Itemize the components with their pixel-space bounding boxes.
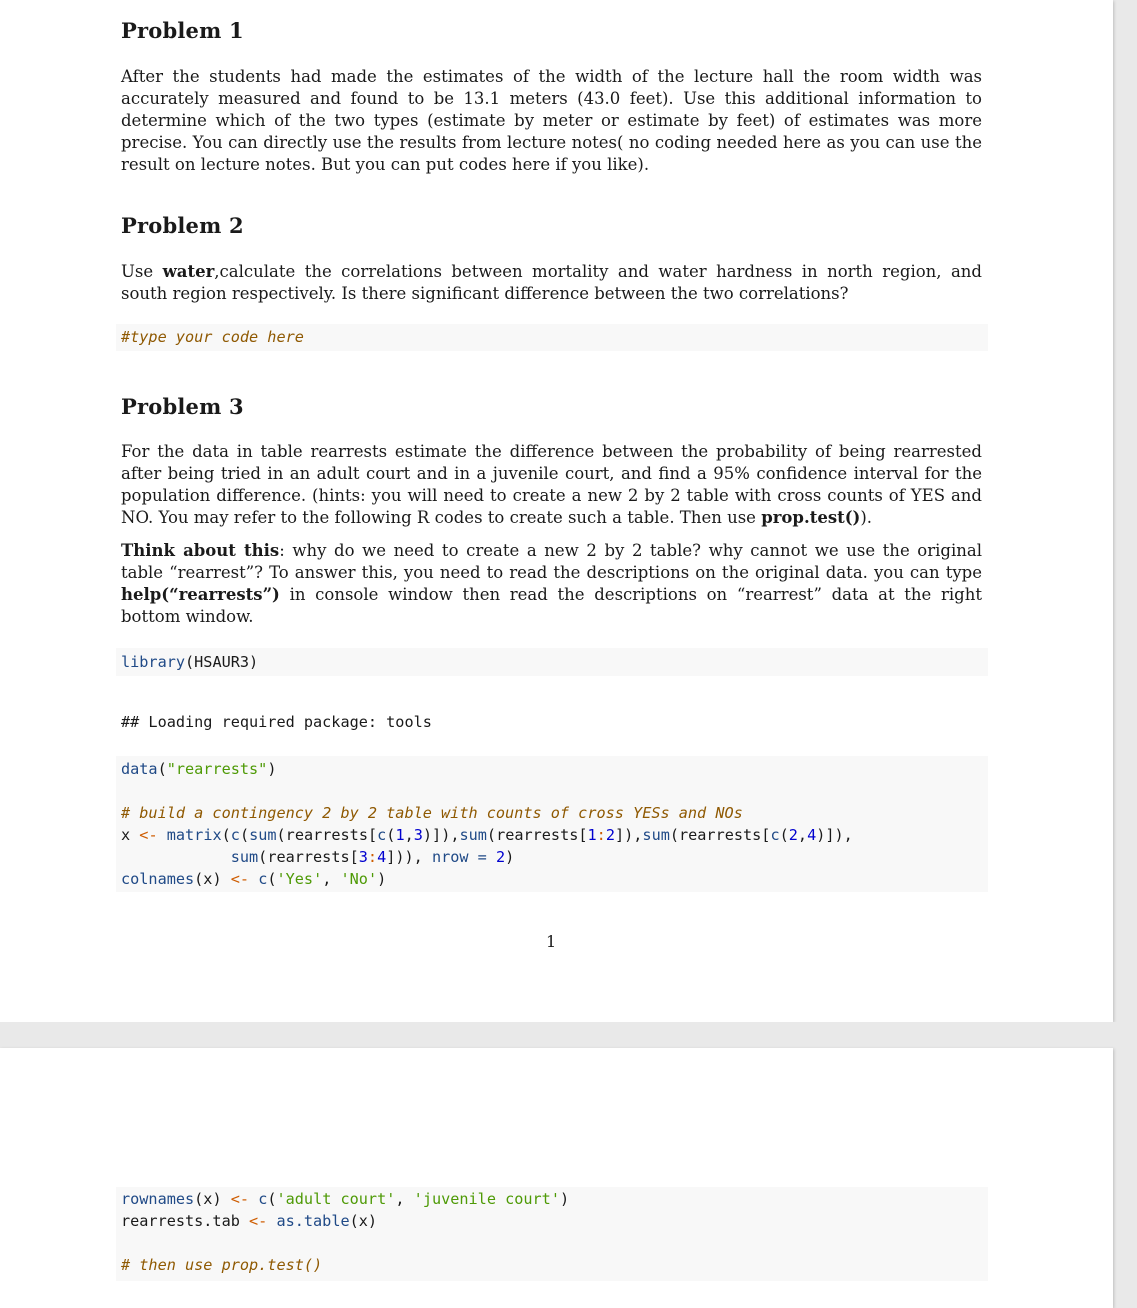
problem-3-text (121, 441, 982, 529)
rowname-adult: 'adult court' (276, 1190, 396, 1208)
problem-2-dataset-name: water (162, 262, 215, 281)
then-use-comment: # then use prop.test() (121, 1256, 323, 1274)
rowname-juvenile: 'juvenile court' (413, 1190, 560, 1208)
problem-2-text (121, 261, 982, 305)
think-text: : why do we need to create a new 2 by 2 table? why cannot we use the original table “rearrest”? To answer this, you need to read the descriptions on the original data. you can type (121, 541, 982, 582)
as-table-line: rearrests.tab <- as.table(x) (121, 1212, 378, 1230)
problem-1-heading: Problem 1 (121, 18, 244, 43)
problem-2-code-block (116, 324, 988, 351)
rownames-code-block (116, 1187, 988, 1281)
colnames-line: colnames(x) <- c('Yes', 'No') (121, 870, 387, 888)
problem-2-text-after: ,calculate the correlations between mortality and water hardness in north region, and south region respectively. Is there significant difference between the two correlations? (121, 262, 982, 303)
library-code-block (116, 648, 988, 676)
help-rearrests-call: help(“rearrests”) (121, 585, 280, 604)
page-separator (0, 1022, 1137, 1048)
build-comment: # build a contingency 2 by 2 table with counts of cross YESs and NOs (121, 804, 743, 822)
rownames-line: rownames(x) <- c('adult court', 'juvenile court') (121, 1190, 570, 1208)
document-page-2 (0, 1048, 1113, 1308)
code-comment: #type your code here (121, 328, 304, 346)
think-about-this-label: Think about this (121, 541, 280, 560)
problem-2-text-before: Use (121, 262, 163, 281)
problem-2-heading: Problem 2 (121, 213, 244, 238)
think-text-end: in console window then read the descriptions on “rearrest” data at the right bottom window. (121, 585, 982, 626)
contingency-code-block: data("rearrests") # build a contingency 2 by 2 table with counts of cross YESs and NOs x <- matrix(c(sum(rearrests[c(1,3)]),sum(rearrests[1:2]),sum(rearrests[c(2,4)]), sum(rearrests[3:4])), nrow = 2) colnames(x) <- c('Yes', 'No') (116, 756, 988, 892)
problem-3-heading: Problem 3 (121, 394, 244, 419)
console-output-loading: ## Loading required package: tools (121, 713, 432, 731)
data-function: data (121, 760, 158, 778)
prop-test-name: prop.test() (761, 508, 861, 527)
problem-3-text-main: For the data in table rearrests estimate the difference between the probability of being rearrested after being tried in an adult court and in a juvenile court, and find a 95% confidence interval for the population difference. (hints: you will need to create a new 2 by 2 table with cross counts of YES and NO. You may refer to the following R codes to create such a table. Then use (121, 442, 982, 527)
problem-3-text-main-end: ). (860, 508, 873, 527)
think-about-this-text (121, 540, 982, 628)
data-string: "rearrests" (166, 760, 268, 778)
library-function: library (121, 653, 186, 671)
matrix-line-2: sum(rearrests[3:4])), nrow = 2) (230, 848, 515, 866)
matrix-line-1: x <- matrix(c(sum(rearrests[c(1,3)]),sum(rearrests[1:2]),sum(rearrests[c(2,4)]), (121, 826, 853, 844)
library-argument: (HSAUR3) (185, 653, 259, 671)
page-number: 1 (546, 932, 557, 951)
problem-1-text: After the students had made the estimates of the width of the lecture hall the room width was accurately measured and found to be 13.1 meters (43.0 feet). Use this additional information to determine which of the two types (estimate by meter or estimate by feet) of estimates was more precise. You can directly use the results from lecture notes( no coding needed here as you can use the result on lecture notes. But you can put codes here if you like). (121, 67, 982, 174)
